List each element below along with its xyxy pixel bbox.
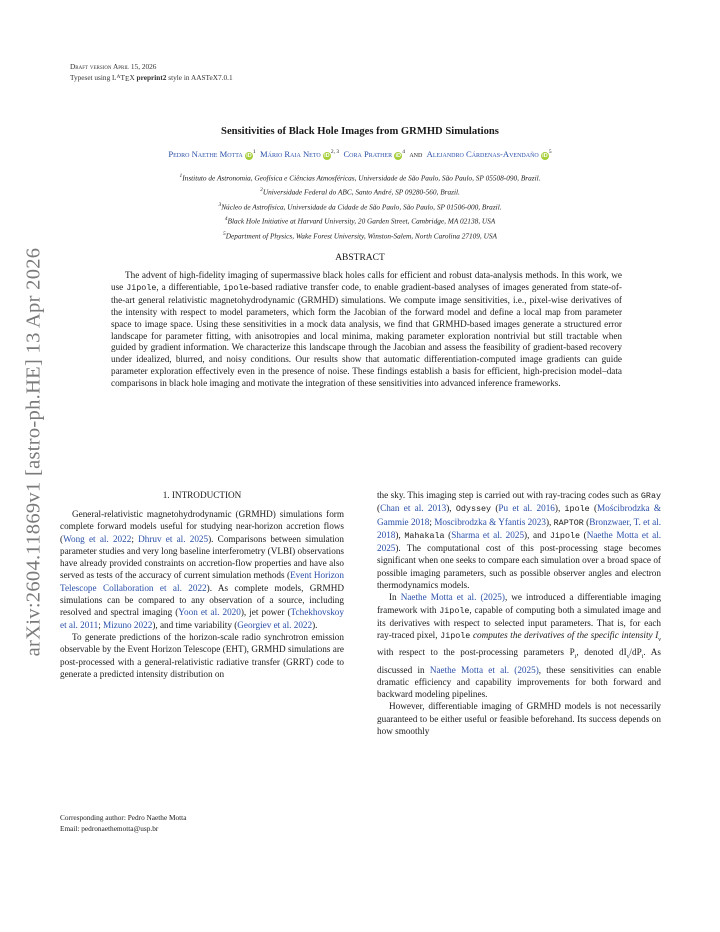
affiliation: $^4$Black Hole Initiative at Harvard University, 20 Garden Street, Cambridge, MA 02138, USA — [224, 216, 496, 226]
right-column — [377, 489, 661, 737]
affiliation: $^5$Department of Physics, Wake Forest University, Winston-Salem, North Carolina 27109, USA — [223, 230, 497, 241]
author-name[interactable]: Alejandro Cárdenas-Avendaño — [426, 149, 539, 159]
corresponding-author: Corresponding author: Pedro Naethe Motta — [60, 813, 187, 822]
orcid-icon[interactable]: iD — [246, 153, 252, 159]
code-name: ipole — [223, 282, 249, 293]
author-list: Pedro Naethe Motta $iD^1$ Mário Raia Neto iD$^{2, 3}$ Cora Prather $iD^4$ and Alejandro Cárdenas-Avendaño $iD^5$ — [168, 149, 552, 159]
paragraph: However, differentiable imaging of GRMHD models is not necessarily guaranteed to be either useful or feasible beforehand. Its success depends on how smoothly — [377, 701, 661, 736]
affiliation: $^3$Núcleo de Astrofísica, Universidade da Cidade de São Paulo, São Paulo, SP 01506-000, Brazil. — [218, 201, 502, 212]
citation-link[interactable]: Bronzwaer, T. et al. 2018 — [377, 516, 662, 540]
affiliation-list — [60, 170, 660, 242]
abstract-heading: ABSTRACT — [335, 253, 385, 263]
author-name[interactable]: Mário Raia Neto — [259, 149, 321, 159]
citation-link[interactable]: Tchekhovskoy et al. 2011 — [60, 607, 344, 630]
abstract-body: The advent of high-fidelity imaging of supermassive black holes calls for efficient and robust data-analysis methods. In this work, we use Jipole, a differentiable, ipole-based radiative transfer code, to enable gradient-based analyses of images generated from state-of-the-art general relativistic magnetohydrodynamic (GRMHD) simulations. We compute image sensitivities, i.e., pixel-wise derivatives of the intensity with respect to model parameters, which form the Jacobian of the forward model and define a local map from parameter space to image space. Using these sensitivities in a mock data analysis, we find that GRMHD-based images generate a structured error landscape for parameter fitting, with anisotropies and local minima, making parameter exploration nontrivial but still tractable when guided by gradient information. We characterize this landscape through the Jacobian and assess the feasibility of gradient-based recovery under idealized, blurred, and noisy conditions. Our results show that automatic differentiation-computed image gradients can guide parameter exploration effectively even in the presence of noise. These findings establish a basis for efficient, high-precision model–data comparisons in black hole imaging and motivate the integration of these sensitivities into advanced inference frameworks. — [111, 270, 622, 389]
citation-link[interactable]: Naethe Motta et al. (2025) — [429, 664, 539, 675]
section-heading-introduction: 1. INTRODUCTION — [162, 490, 242, 500]
author-name[interactable]: Pedro Naethe Motta — [168, 149, 243, 159]
citation-link[interactable]: Sharma et al. 2025 — [451, 529, 525, 540]
typeset-line: Typeset using $L^ATEX$ preprint2 style in AASTeX7.0.1 — [70, 73, 233, 83]
citation-link[interactable]: Mizuno 2022 — [103, 619, 153, 630]
citation-link[interactable]: Yoon et al. 2020 — [178, 607, 241, 618]
paragraph: General-relativistic magnetohydrodynamic (GRMHD) simulations form complete forward models useful for studying near-horizon accretion flows (Wong et al. 2022; Dhruv et al. 2025). Comparisons between simulation parameter studies and very long baseline interferometry (VLBI) observations have already provided constraints on accretion-flow properties and have also served as tests of the accuracy of current simulation methods (Event Horizon Telescope Collaboration et al. 2022). As complete models, GRMHD simulations can be compared to any observation of a source, including resolved and spectral imaging (Yoon et al. 2020), jet power (Tchekhovskoy et al. 2011; Mizuno 2022), and time variability (Georgiev et al. 2022). — [60, 509, 344, 630]
code-name: Jipole — [126, 282, 157, 293]
paragraph: To generate predictions of the horizon-scale radio synchrotron emission observable by the Event Horizon Telescope (EHT), GRMHD simulations are post-processed with a general-relativistic radiative transfer (GRRT) code to generate a predicted intensity distribution on — [60, 631, 344, 679]
affiliation: $^2$Universidade Federal do ABC, Santo André, SP 09280-560, Brazil. — [260, 187, 460, 197]
citation-link[interactable]: Georgiev et al. 2022 — [237, 619, 313, 630]
paper-title: Sensitivities of Black Hole Images from GRMHD Simulations — [221, 126, 499, 137]
citation-link[interactable]: Moscibrodzka & Yfantis 2023 — [434, 516, 546, 527]
citation-link[interactable]: Naethe Motta et al. 2025 — [377, 529, 662, 554]
draft-header — [70, 62, 233, 84]
citation-link[interactable]: Event Horizon Telescope Collaboration et al. 2022 — [60, 570, 344, 593]
author-name[interactable]: Cora Prather — [343, 149, 393, 159]
citation-link[interactable]: Naethe Motta et al. (2025) — [400, 592, 505, 603]
citation-link[interactable]: Chan et al. 2013 — [380, 503, 447, 514]
citation-link[interactable]: Dhruv et al. 2025 — [138, 533, 209, 544]
author-connector: and — [409, 149, 423, 159]
paragraph: the sky. This imaging step is carried out with ray-tracing codes such as GRay (Chan et al. 2013), Odyssey (Pu et al. 2016), ipole (Mościbrodzka & Gammie 2018; Moscibrodzka & Yfantis 2023), RAPTOR (Bronzwaer, T. et al. 2018), Mahakala (Sharma et al. 2025), and Jipole (Naethe Motta et al. 2025). The computational cost of this post-processing stage becomes significant when one seeks to compare each simulation over a broad space of possible imaging parameters, such as possible observer angles and electron thermodynamics models. — [377, 490, 662, 591]
arxiv-id-text: arXiv:2604.11869v1 [astro-ph.HE] 13 Apr 2026 — [22, 247, 45, 657]
orcid-icon[interactable]: iD — [542, 153, 548, 159]
orcid-icon[interactable]: iD — [324, 153, 330, 159]
orcid-icon[interactable]: iD — [395, 153, 402, 159]
draft-version-line: Draft version April 15, 2026 — [70, 62, 157, 71]
arxiv-stamp — [22, 232, 46, 672]
citation-link[interactable]: Wong et al. 2022 — [63, 533, 132, 544]
paragraph: In Naethe Motta et al. (2025), we introduced a differentiable imaging framework with Jipole, capable of computing both a simulated image and its derivatives with respect to selected input parameters. That is, for each ray-traced pixel, Jipole computes the derivatives of the specific intensity $I_\nu$ with respect to the post-processing parameters $P_i$, denoted $dI_\nu/dP_i$. As discussed in Naethe Motta et al. (2025), these sensitivities can enable dramatic efficiency and capability improvements for both forward and backward modeling pipelines. — [377, 592, 662, 700]
footnote — [60, 812, 186, 834]
citation-link[interactable]: Pu et al. 2016 — [498, 503, 555, 514]
affiliation: $^1$Instituto de Astronomia, Geofísica e Ciências Atmosféricas, Universidade de São Paulo, São Paulo, SP 05508-090, Brazil. — [179, 173, 541, 183]
left-column — [60, 508, 344, 680]
author-email[interactable]: Email: pedronaethemotta@usp.br — [60, 824, 159, 833]
citation-link[interactable]: Mościbrodzka & Gammie 2018 — [377, 503, 662, 527]
